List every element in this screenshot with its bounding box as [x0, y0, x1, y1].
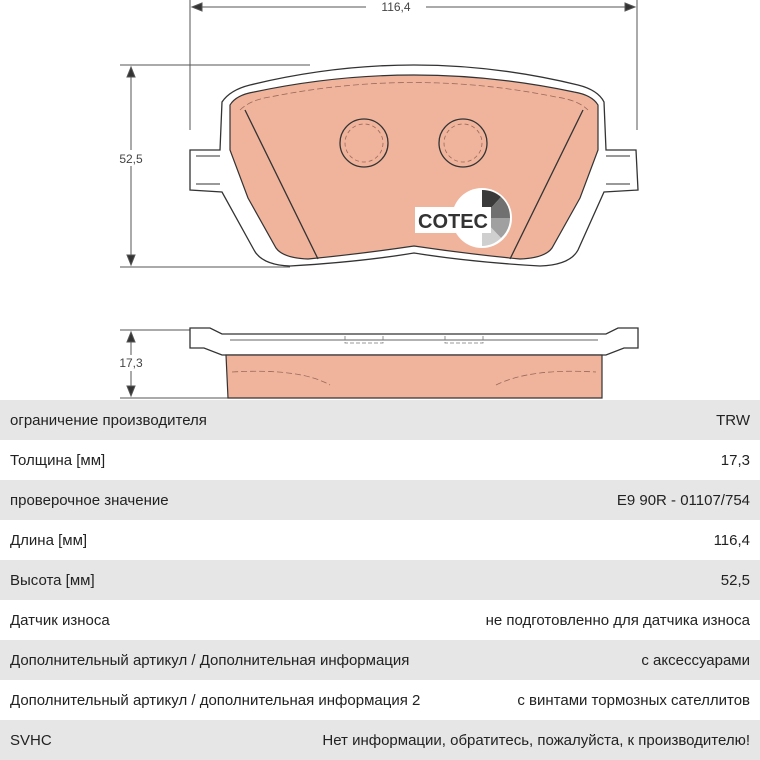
- spec-row-thickness: [0, 440, 760, 480]
- spec-value: не подготовленно для датчика износа: [485, 611, 750, 629]
- spec-row-additional-info: [0, 640, 760, 680]
- pad-side-view: [190, 328, 638, 398]
- spec-label: Толщина [мм]: [10, 451, 106, 469]
- spec-label: Датчик износа: [10, 611, 110, 629]
- spec-label: Дополнительный артикул / Дополнительная информация: [10, 651, 410, 669]
- spec-value: с винтами тормозных сателлитов: [517, 691, 750, 709]
- spec-value: TRW: [716, 411, 750, 429]
- spec-row-wear-sensor: [0, 600, 760, 640]
- spec-label: SVHC: [10, 731, 52, 749]
- spec-value: 52,5: [720, 571, 750, 589]
- spec-row-height: [0, 560, 760, 600]
- spec-row-additional-info-2: [0, 680, 760, 720]
- spec-label: Длина [мм]: [10, 531, 88, 549]
- specs-table: [0, 400, 760, 760]
- spec-value: E9 90R - 01107/754: [616, 491, 750, 509]
- dimension-thickness-label: 17,3: [119, 356, 143, 370]
- spec-label: Дополнительный артикул / дополнительная информация 2: [10, 691, 421, 709]
- spec-row-test-mark: [0, 480, 760, 520]
- dimension-length-label: 116,4: [381, 0, 411, 14]
- spec-value: с аксессуарами: [641, 651, 750, 669]
- spec-row-manufacturer-restriction: [0, 400, 760, 440]
- spec-value: 17,3: [720, 451, 750, 469]
- spec-row-svhc: [0, 720, 760, 760]
- spec-value: Нет информации, обратитесь, пожалуйста, к производителю!: [322, 731, 750, 749]
- pad-top-view: [190, 65, 638, 266]
- spec-label: проверочное значение: [10, 491, 169, 509]
- cotec-logo-text: COTEC: [418, 211, 488, 233]
- spec-row-length: [0, 520, 760, 560]
- spec-label: ограничение производителя: [10, 411, 207, 429]
- dimension-height-label: 52,5: [119, 152, 143, 166]
- spec-label: Высота [мм]: [10, 571, 95, 589]
- spec-value: 116,4: [713, 531, 750, 549]
